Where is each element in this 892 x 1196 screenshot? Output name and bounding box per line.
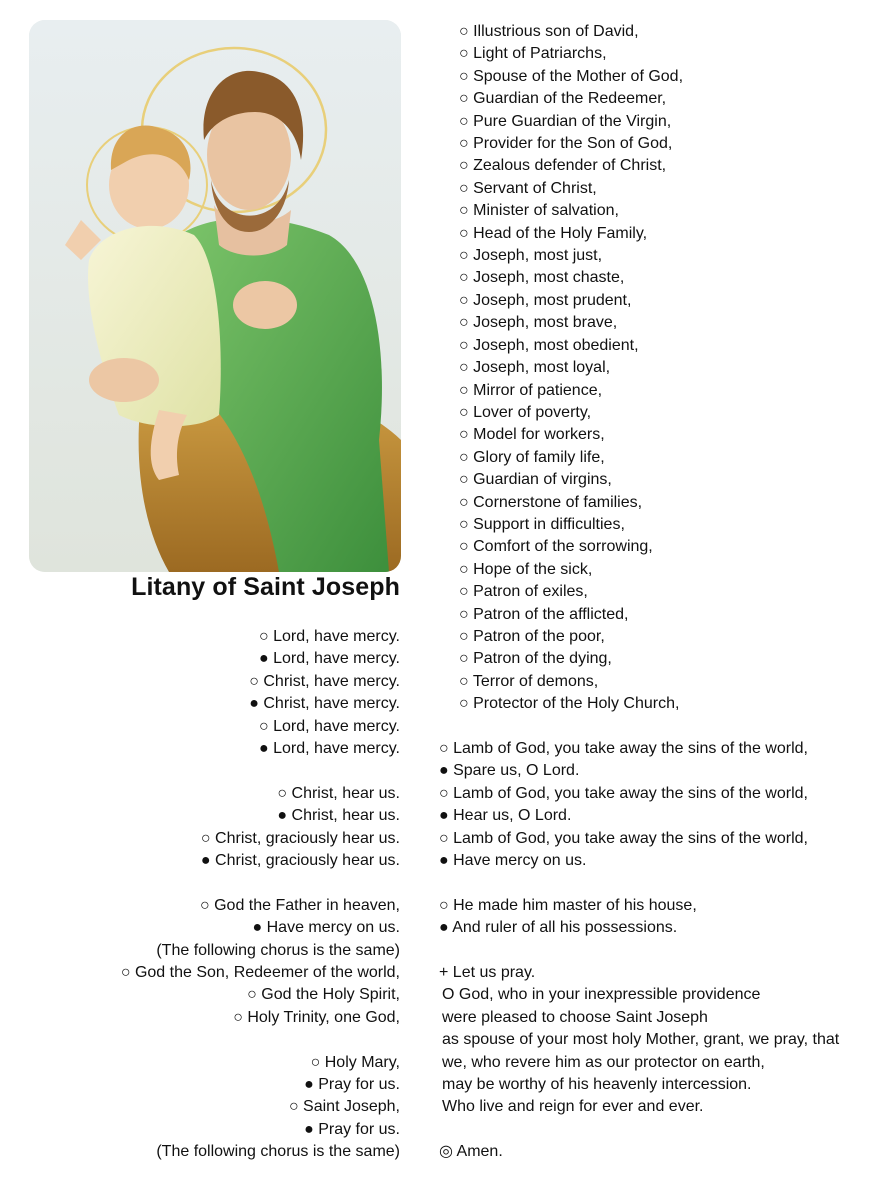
chorus-note: (The following chorus is the same) [156,1143,400,1161]
litany-line: ○ God the Son, Redeemer of the world, [120,964,400,982]
litany-line: ○ Zealous defender of Christ, [459,157,667,175]
saint-joseph-image [29,20,401,572]
litany-line: ○ Patron of the poor, [459,627,605,645]
litany-line: ● Christ, have mercy. [249,695,400,713]
litany-line: ○ Comfort of the sorrowing, [459,538,653,556]
litany-line: ○ Joseph, most brave, [459,314,618,332]
litany-line: ○ Joseph, most chaste, [459,269,625,287]
litany-line: ○ Joseph, most prudent, [459,291,632,309]
lamb-of-god-response: ● Have mercy on us. [439,852,587,870]
litany-line: ○ Holy Mary, [310,1053,400,1071]
amen: ◎ Amen. [439,1143,503,1161]
saint-joseph-illustration [29,20,401,572]
prayer-intro: + Let us pray. [439,964,536,982]
litany-line: ○ Joseph, most loyal, [459,359,611,377]
litany-invocations-left [20,626,400,1164]
litany-line: ● Christ, graciously hear us. [200,852,400,870]
litany-line: ○ Provider for the Son of God, [459,135,673,153]
litany-line: ○ Servant of Christ, [459,179,597,197]
prayer-line: as spouse of your most holy Mother, grant, we pray, that [442,1031,840,1049]
lamb-of-god-response: ● Spare us, O Lord. [439,762,580,780]
litany-line: ○ Head of the Holy Family, [459,224,648,242]
litany-line: ○ Patron of the dying, [459,650,612,668]
prayer-line: were pleased to choose Saint Joseph [442,1008,708,1026]
litany-line: ○ Pure Guardian of the Virgin, [459,112,672,130]
litany-line: ○ Terror of demons, [459,672,599,690]
versicle-line: ○ He made him master of his house, [439,896,697,914]
litany-line: ○ Glory of family life, [459,448,605,466]
litany-line: ○ Christ, hear us. [277,784,400,802]
litany-line: ○ Guardian of virgins, [459,471,612,489]
lamb-of-god-response: ● Hear us, O Lord. [439,807,572,825]
litany-line: ○ Lord, have mercy. [259,628,400,645]
litany-line: ○ Saint Joseph, [288,1098,400,1116]
litany-line: ● Pray for us. [304,1120,400,1138]
litany-line: ○ Spouse of the Mother of God, [459,67,684,85]
litany-line: ○ Support in difficulties, [459,515,625,533]
litany-line: ○ Guardian of the Redeemer, [459,90,667,108]
litany-line: ○ Christ, graciously hear us. [200,829,400,847]
prayer-line: O God, who in your inexpressible providence [442,986,761,1004]
litany-line: ○ Hope of the sick, [459,560,593,578]
litany-line: ○ Holy Trinity, one God, [233,1008,400,1026]
chorus-note: (The following chorus is the same) [156,941,400,959]
litany-line: ○ Patron of exiles, [459,583,588,601]
prayer-line: we, who revere him as our protector on earth, [442,1053,765,1071]
litany-line: ● Lord, have mercy. [259,740,400,758]
litany-line: ○ Lord, have mercy. [259,717,400,735]
page-title: Litany of Saint Joseph [131,573,400,601]
lamb-of-god-line: ○ Lamb of God, you take away the sins of the world, [439,784,808,802]
litany-line: ○ Joseph, most obedient, [459,336,639,354]
lamb-of-god-line: ○ Lamb of God, you take away the sins of the world, [439,829,808,847]
litany-line: ● Pray for us. [304,1076,400,1094]
litany-line: ○ Lover of poverty, [459,403,592,421]
litany-line: ○ Joseph, most just, [459,247,603,265]
litany-line: ○ Cornerstone of families, [459,493,643,511]
prayer-line: may be worthy of his heavenly intercession. [442,1076,752,1094]
lamb-of-god-line: ○ Lamb of God, you take away the sins of the world, [439,740,808,757]
litany-line: ○ Minister of salvation, [459,202,619,220]
litany-line: ● Lord, have mercy. [259,650,400,668]
litany-line: ● Christ, hear us. [277,807,400,825]
litany-line: ○ Christ, have mercy. [249,672,400,690]
litany-line: ○ God the Father in heaven, [199,896,400,914]
litany-line: ○ Protector of the Holy Church, [459,695,680,713]
litany-line: ○ Model for workers, [459,426,605,444]
closing-section [439,738,884,1164]
versicle-response: ● And ruler of all his possessions. [439,919,678,937]
litany-line: ○ God the Holy Spirit, [247,986,400,1004]
litany-line: ○ Illustrious son of David, [459,23,639,40]
litany-invocations-right [459,21,879,716]
litany-line: ○ Mirror of patience, [459,381,603,399]
litany-line: ● Have mercy on us. [252,919,400,937]
prayer-line: Who live and reign for ever and ever. [442,1098,704,1116]
litany-line: ○ Patron of the afflicted, [459,605,629,623]
litany-line: ○ Light of Patriarchs, [459,45,607,63]
